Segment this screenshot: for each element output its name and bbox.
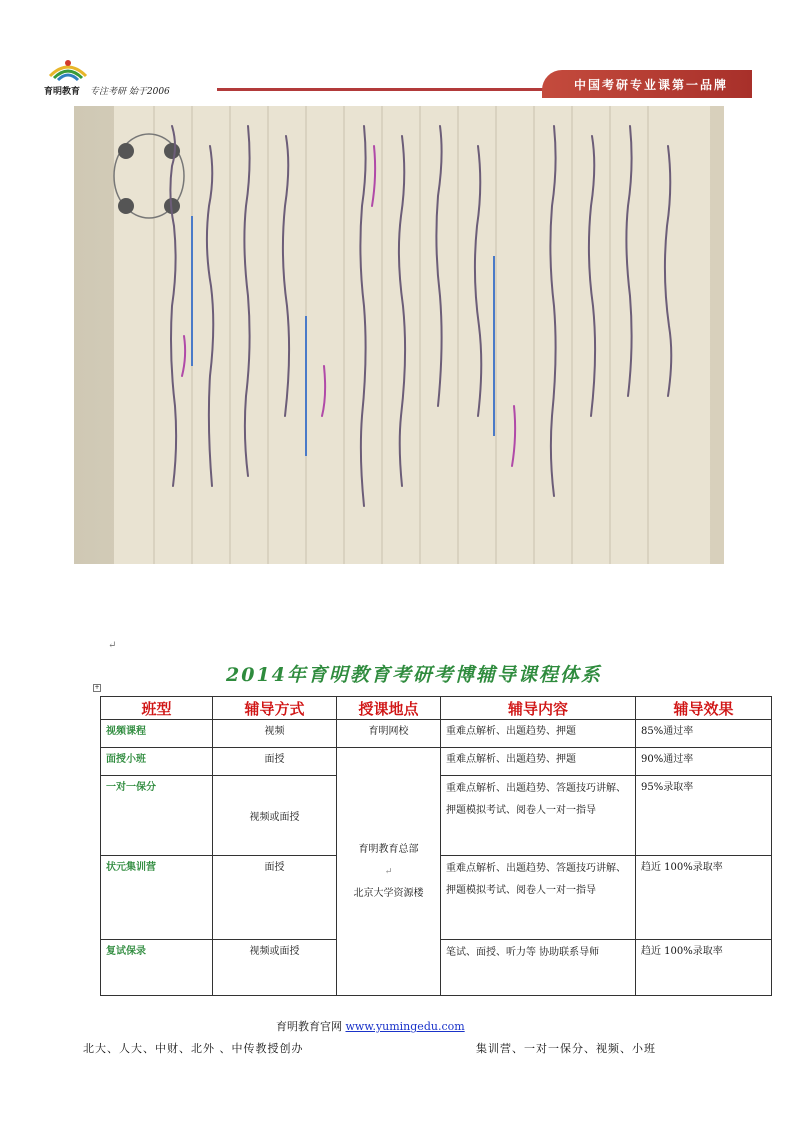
effect-cell: 95%录取率 bbox=[636, 776, 772, 856]
logo-slogan: 专注考研 始于2006 bbox=[90, 87, 170, 97]
table-row bbox=[101, 720, 772, 748]
logo-mark-icon bbox=[46, 54, 90, 84]
content-cell: 重难点解析、出题趋势、答题技巧讲解、押题模拟考试、阅卷人一对一指导 bbox=[441, 776, 636, 856]
course-type-cell: 面授小班 bbox=[101, 748, 213, 776]
content-cell: 重难点解析、出题趋势、押题 bbox=[441, 720, 636, 748]
location-cell: 育明网校 bbox=[337, 720, 441, 748]
course-table bbox=[100, 696, 772, 996]
method-cell: 视频或面授 bbox=[213, 776, 337, 856]
header-cell: 辅导效果 bbox=[636, 697, 772, 720]
method-cell: 视频 bbox=[213, 720, 337, 748]
header-divider bbox=[217, 88, 577, 91]
header-cell: 班型 bbox=[101, 697, 213, 720]
footer-site-label: 育明教育官网 bbox=[276, 1020, 342, 1033]
table-move-handle[interactable]: + bbox=[94, 684, 100, 691]
content-cell: 重难点解析、出题趋势、押题 bbox=[441, 748, 636, 776]
footer-site-link[interactable]: www.yumingedu.com bbox=[345, 1020, 465, 1033]
logo-name: 育明教育 bbox=[44, 87, 81, 97]
footer-site bbox=[276, 1018, 465, 1034]
header-band bbox=[542, 70, 752, 98]
footer-left-text: 北大、人大、中财、北外 、中传教授创办 bbox=[83, 1042, 304, 1055]
header-band-text: 中国考研专业课第一品牌 bbox=[574, 78, 729, 92]
effect-cell: 趋近 100%录取率 bbox=[636, 856, 772, 940]
method-cell: 视频或面授 bbox=[213, 940, 337, 996]
paragraph-mark: ↵ bbox=[108, 640, 117, 651]
handwritten-notes-photo bbox=[74, 106, 724, 564]
content-cell: 笔试、面授、听力等 协助联系导师 bbox=[441, 940, 636, 996]
method-cell: 面授 bbox=[213, 856, 337, 940]
footer-right-text: 集训营、一对一保分、视频、小班 bbox=[476, 1042, 656, 1055]
header-cell: 辅导内容 bbox=[441, 697, 636, 720]
effect-cell: 85%通过率 bbox=[636, 720, 772, 748]
paragraph-mark: ↵ bbox=[384, 866, 393, 877]
header-cell: 授课地点 bbox=[337, 697, 441, 720]
logo[interactable] bbox=[42, 54, 212, 98]
method-cell: 面授 bbox=[213, 748, 337, 776]
table-header-row bbox=[101, 697, 772, 720]
location-line-2: 北京大学资源楼 bbox=[353, 887, 424, 899]
effect-cell: 趋近 100%录取率 bbox=[636, 940, 772, 996]
table-row bbox=[101, 748, 772, 776]
course-type-cell: 状元集训营 bbox=[101, 856, 213, 940]
header-cell: 辅导方式 bbox=[213, 697, 337, 720]
course-type-cell: 一对一保分 bbox=[101, 776, 213, 856]
page-title: 2014年育明教育考研考博辅导课程体系 bbox=[226, 664, 602, 686]
effect-cell: 90%通过率 bbox=[636, 748, 772, 776]
location-line-1: 育明教育总部 bbox=[358, 843, 419, 855]
shared-location-cell bbox=[337, 748, 441, 996]
course-type-cell: 复试保录 bbox=[101, 940, 213, 996]
page-header bbox=[42, 52, 752, 102]
content-cell: 重难点解析、出题趋势、答题技巧讲解、押题模拟考试、阅卷人一对一指导 bbox=[441, 856, 636, 940]
notes-photo-image bbox=[74, 106, 724, 564]
course-type-cell: 视频课程 bbox=[101, 720, 213, 748]
